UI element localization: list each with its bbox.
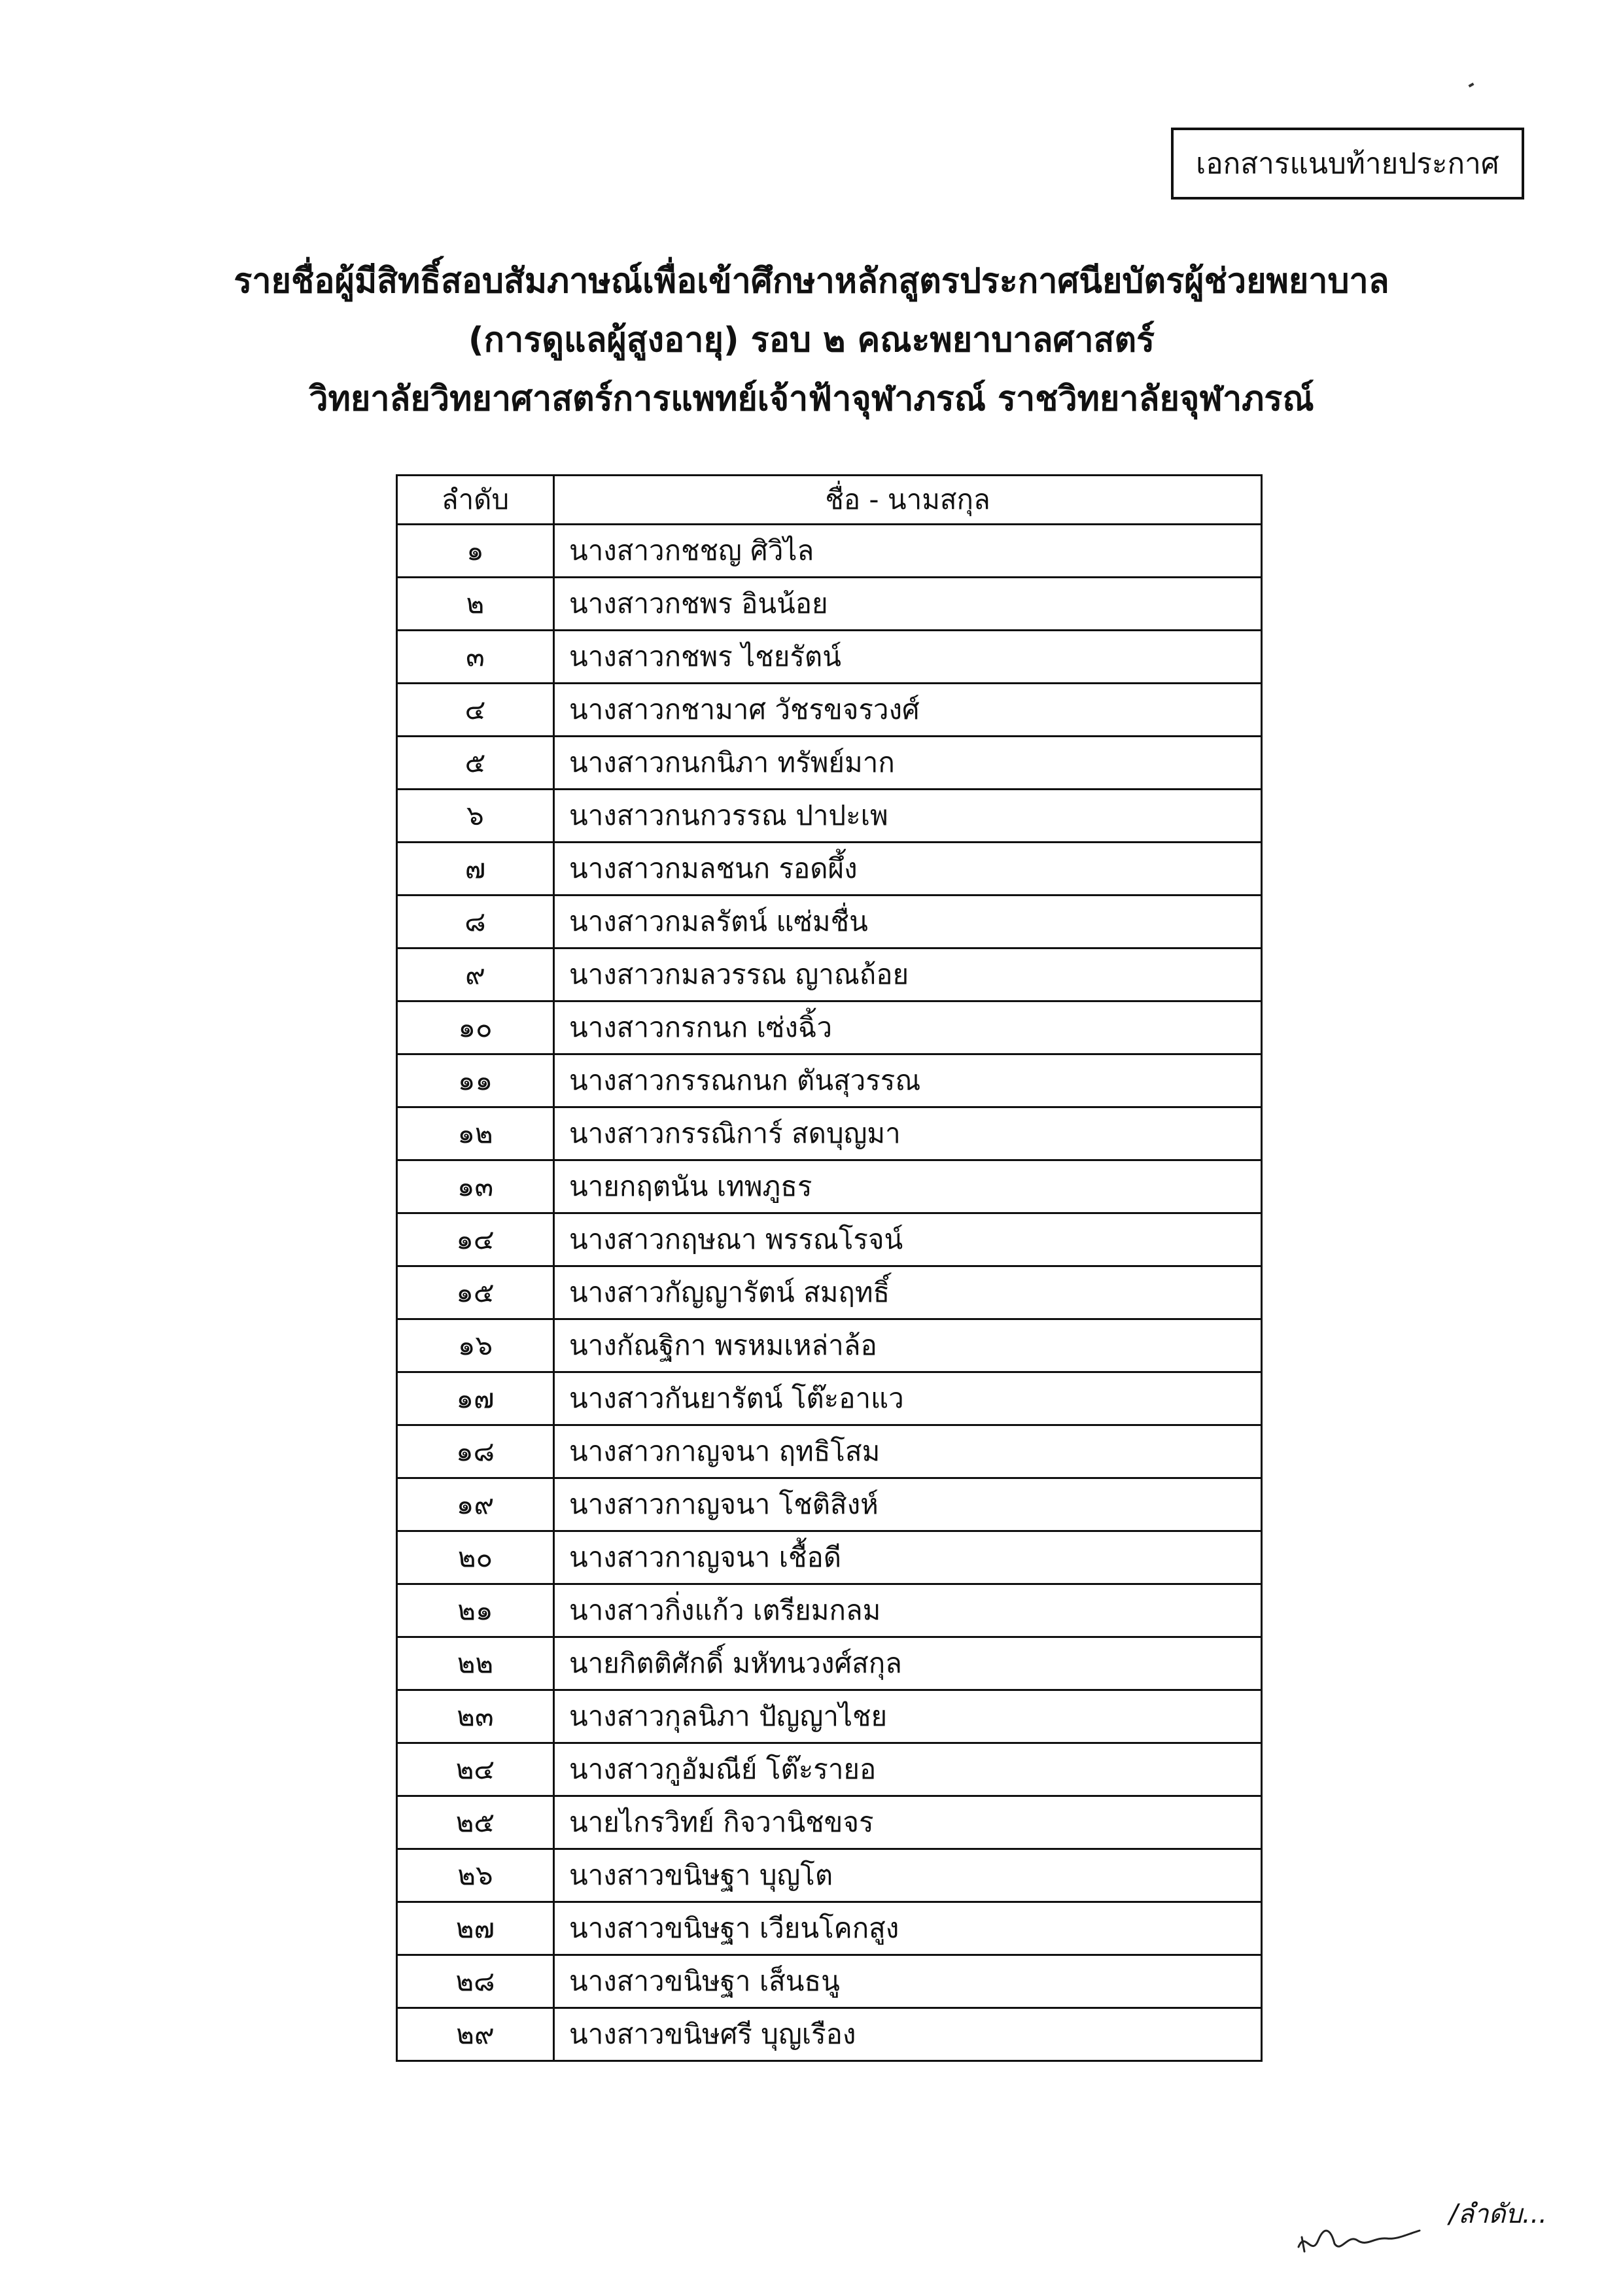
table-row	[397, 1319, 1262, 1372]
table-row	[397, 1425, 1262, 1478]
continuation-note: /ลำดับ...	[1449, 2199, 1547, 2229]
row-order-number: ๑๖	[397, 1319, 554, 1372]
table-row	[397, 1690, 1262, 1743]
row-full-name: นางสาวกาญจนา ฤทธิโสม	[554, 1425, 1262, 1478]
row-full-name: นางสาวขนิษฐา บุญโต	[554, 1849, 1262, 1902]
table-row	[397, 948, 1262, 1001]
row-order-number: ๒๕	[397, 1796, 554, 1849]
table-row	[397, 1796, 1262, 1849]
row-order-number: ๒๑	[397, 1584, 554, 1637]
row-order-number: ๑๗	[397, 1372, 554, 1425]
table-row	[397, 1107, 1262, 1160]
table-row	[397, 1743, 1262, 1796]
row-order-number: ๒๖	[397, 1849, 554, 1902]
row-full-name: นางสาวขนิษศรี บุญเรือง	[554, 2008, 1262, 2061]
row-order-number: ๒	[397, 578, 554, 631]
table-row	[397, 525, 1262, 578]
table-row	[397, 1637, 1262, 1690]
attachment-label: เอกสารแนบท้ายประกาศ	[1196, 147, 1499, 181]
row-full-name: นางสาวขนิษฐา เส็นธนู	[554, 1955, 1262, 2008]
row-full-name: นางสาวกนกนิภา ทรัพย์มาก	[554, 737, 1262, 790]
row-full-name: นางสาวกันยารัตน์ โต๊ะอาแว	[554, 1372, 1262, 1425]
row-order-number: ๑๘	[397, 1425, 554, 1478]
table-row	[397, 1001, 1262, 1054]
table-row	[397, 2008, 1262, 2061]
candidate-table	[396, 474, 1263, 2062]
row-order-number: ๑๒	[397, 1107, 554, 1160]
header-full-name: ชื่อ - นามสกุล	[554, 476, 1262, 525]
row-full-name: นางสาวกรรณกนก ตันสุวรรณ	[554, 1054, 1262, 1107]
row-order-number: ๑๕	[397, 1266, 554, 1319]
table-row	[397, 1849, 1262, 1902]
row-full-name: นางสาวกุลนิภา ปัญญาไชย	[554, 1690, 1262, 1743]
row-order-number: ๑๓	[397, 1160, 554, 1213]
table-row	[397, 1160, 1262, 1213]
table-row	[397, 1531, 1262, 1584]
table-row	[397, 1478, 1262, 1531]
table-row	[397, 1213, 1262, 1266]
table-row	[397, 1902, 1262, 1955]
row-order-number: ๒๓	[397, 1690, 554, 1743]
row-full-name: นางสาวกฤษณา พรรณโรจน์	[554, 1213, 1262, 1266]
row-full-name: นางสาวกัญญารัตน์ สมฤทธิ์	[554, 1266, 1262, 1319]
document-title-line-3: วิทยาลัยวิทยาศาสตร์การแพทย์เจ้าฟ้าจุฬาภรณ์ ราชวิทยาลัยจุฬาภรณ์	[309, 379, 1314, 419]
row-order-number: ๙	[397, 948, 554, 1001]
row-full-name: นางสาวกาญจนา โชติสิงห์	[554, 1478, 1262, 1531]
document-title-line-2: (การดูแลผู้สูงอายุ) รอบ ๒ คณะพยาบาลศาสตร์	[468, 321, 1155, 360]
row-order-number: ๑๐	[397, 1001, 554, 1054]
table-row	[397, 1054, 1262, 1107]
row-full-name: นางสาวกชชญ ศิวิไล	[554, 525, 1262, 578]
row-full-name: นางสาวกชพร ไชยรัตน์	[554, 631, 1262, 684]
row-order-number: ๒๔	[397, 1743, 554, 1796]
row-order-number: ๑๑	[397, 1054, 554, 1107]
attachment-label-box	[1171, 128, 1524, 200]
row-full-name: นางสาวกิ่งแก้ว เตรียมกลม	[554, 1584, 1262, 1637]
row-full-name: นางสาวกรรณิการ์ สดบุญมา	[554, 1107, 1262, 1160]
row-full-name: นายไกรวิทย์ กิจวานิชขจร	[554, 1796, 1262, 1849]
row-full-name: นางสาวกมลวรรณ ญาณถ้อย	[554, 948, 1262, 1001]
row-order-number: ๑๙	[397, 1478, 554, 1531]
row-order-number: ๒๙	[397, 2008, 554, 2061]
row-order-number: ๒๗	[397, 1902, 554, 1955]
table-row	[397, 737, 1262, 790]
row-order-number: ๑	[397, 525, 554, 578]
table-row	[397, 1584, 1262, 1637]
table-row	[397, 843, 1262, 896]
table-row	[397, 1955, 1262, 2008]
table-row	[397, 1372, 1262, 1425]
header-order: ลำดับ	[397, 476, 554, 525]
row-full-name: นางสาวกมลรัตน์ แซ่มชื่น	[554, 896, 1262, 948]
row-order-number: ๓	[397, 631, 554, 684]
row-order-number: ๒๘	[397, 1955, 554, 2008]
row-full-name: นางสาวกชพร อินน้อย	[554, 578, 1262, 631]
candidate-table-body	[397, 525, 1262, 2061]
row-full-name: นางสาวกาญจนา เชื้อดี	[554, 1531, 1262, 1584]
table-row	[397, 578, 1262, 631]
table-row	[397, 896, 1262, 948]
row-order-number: ๖	[397, 790, 554, 843]
row-order-number: ๕	[397, 737, 554, 790]
row-order-number: ๒๒	[397, 1637, 554, 1690]
table-row	[397, 790, 1262, 843]
document-title-line-1: รายชื่อผู้มีสิทธิ์สอบสัมภาษณ์เพื่อเข้าศึกษาหลักสูตรประกาศนียบัตรผู้ช่วยพยาบาล	[234, 262, 1389, 301]
row-full-name: นายกฤตนัน เทพภูธร	[554, 1160, 1262, 1213]
table-row	[397, 1266, 1262, 1319]
row-full-name: นายกิตติศักดิ์ มหัทนวงศ์สกุล	[554, 1637, 1262, 1690]
table-row	[397, 684, 1262, 737]
row-order-number: ๑๔	[397, 1213, 554, 1266]
row-full-name: นางสาวกมลชนก รอดผึ้ง	[554, 843, 1262, 896]
row-order-number: ๘	[397, 896, 554, 948]
row-order-number: ๒๐	[397, 1531, 554, 1584]
row-full-name: นางสาวกนกวรรณ ปาปะเพ	[554, 790, 1262, 843]
row-full-name: นางสาวกูอัมณีย์ โต๊ะรายอ	[554, 1743, 1262, 1796]
row-full-name: นางสาวกชามาศ วัชรขจรวงศ์	[554, 684, 1262, 737]
row-full-name: นางกัณฐิกา พรหมเหล่าล้อ	[554, 1319, 1262, 1372]
row-order-number: ๗	[397, 843, 554, 896]
table-header-row	[397, 476, 1262, 525]
row-full-name: นางสาวขนิษฐา เวียนโคกสูง	[554, 1902, 1262, 1955]
table-row	[397, 631, 1262, 684]
row-full-name: นางสาวกรกนก เซ่งฉิ้ว	[554, 1001, 1262, 1054]
stray-scan-mark	[1469, 82, 1475, 87]
handwritten-signature	[1295, 2211, 1426, 2263]
row-order-number: ๔	[397, 684, 554, 737]
